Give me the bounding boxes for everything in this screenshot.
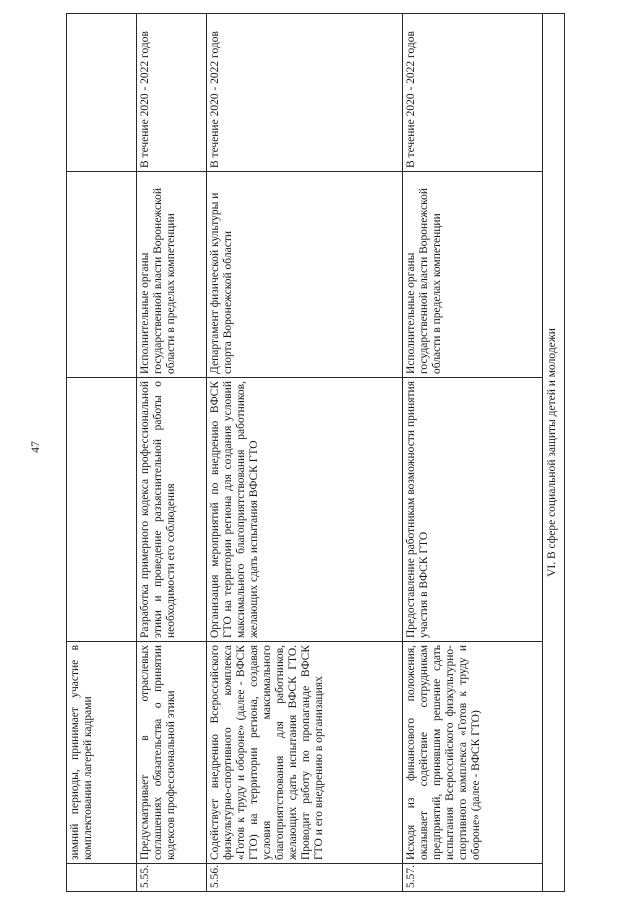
responsible-cell: Исполнительные органы государственной власти Воронежской области в пределах компетенции [403, 172, 543, 378]
measure-cell: Разработка примерного кодекса профессиональной этики и проведение разъяснительной работы о необходимости его соблюдения [137, 378, 207, 642]
section-row [543, 14, 565, 892]
row-number: 5.56. [207, 864, 403, 892]
party-commitment-cell: зимний периоды, принимает участие в комплектовании лагерей кадрами [67, 642, 137, 864]
party-commitment-cell: Предусматривает в отраслевых соглашениях обязательства о принятии кодексов профессиональной этики [137, 642, 207, 864]
deadline-cell: В течение 2020 - 2022 годов [137, 14, 207, 172]
party-commitment-cell: Исходя из финансового положения, оказывает содействие сотрудникам предприятий, принявшим решение сдать испытания Всероссийского физкультурно-спортивного комплекса «Готов к труду и обороне» (далее - ВФСК ГТО) [403, 642, 543, 864]
measures-table [66, 13, 565, 892]
measure-cell: Организация мероприятий по внедрению ВФСК ГТО на территории региона для создания условий максимального благоприятствования работников, желающих сдать испытания ВФСК ГТО [207, 378, 403, 642]
measure-cell: Предоставление работникам возможности принятия участия в ВФСК ГТО [403, 378, 543, 642]
row-number: 5.57. [403, 864, 543, 892]
section-heading: VI. В сфере социальной защиты детей и молодежи [543, 14, 565, 892]
responsible-cell: Департамент физической культуры и спорта Воронежской области [207, 172, 403, 378]
deadline-cell [67, 14, 137, 172]
table-row [137, 14, 207, 892]
row-number: 5.55. [137, 864, 207, 892]
page-number: 47 [28, 441, 42, 453]
measure-cell [67, 378, 137, 642]
table-row [207, 14, 403, 892]
responsible-cell: Исполнительные органы государственной власти Воронежской области в пределах компетенции [137, 172, 207, 378]
table-row [403, 14, 543, 892]
responsible-cell [67, 172, 137, 378]
table-row [67, 14, 137, 892]
deadline-cell: В течение 2020 - 2022 годов [403, 14, 543, 172]
party-commitment-cell: Содействует внедрению Всероссийского физкультурно-спортивного комплекса «Готов к труду и обороне» (далее - ВФСК ГТО) на территории региона, создавая условия максимального благоприятствования для работников, желающих сдать испытания ВФСК ГТО. Проводит работу по пропаганде ВФСК ГТО и его внедрению в организациях [207, 642, 403, 864]
row-number [67, 864, 137, 892]
deadline-cell: В течение 2020 - 2022 годов [207, 14, 403, 172]
